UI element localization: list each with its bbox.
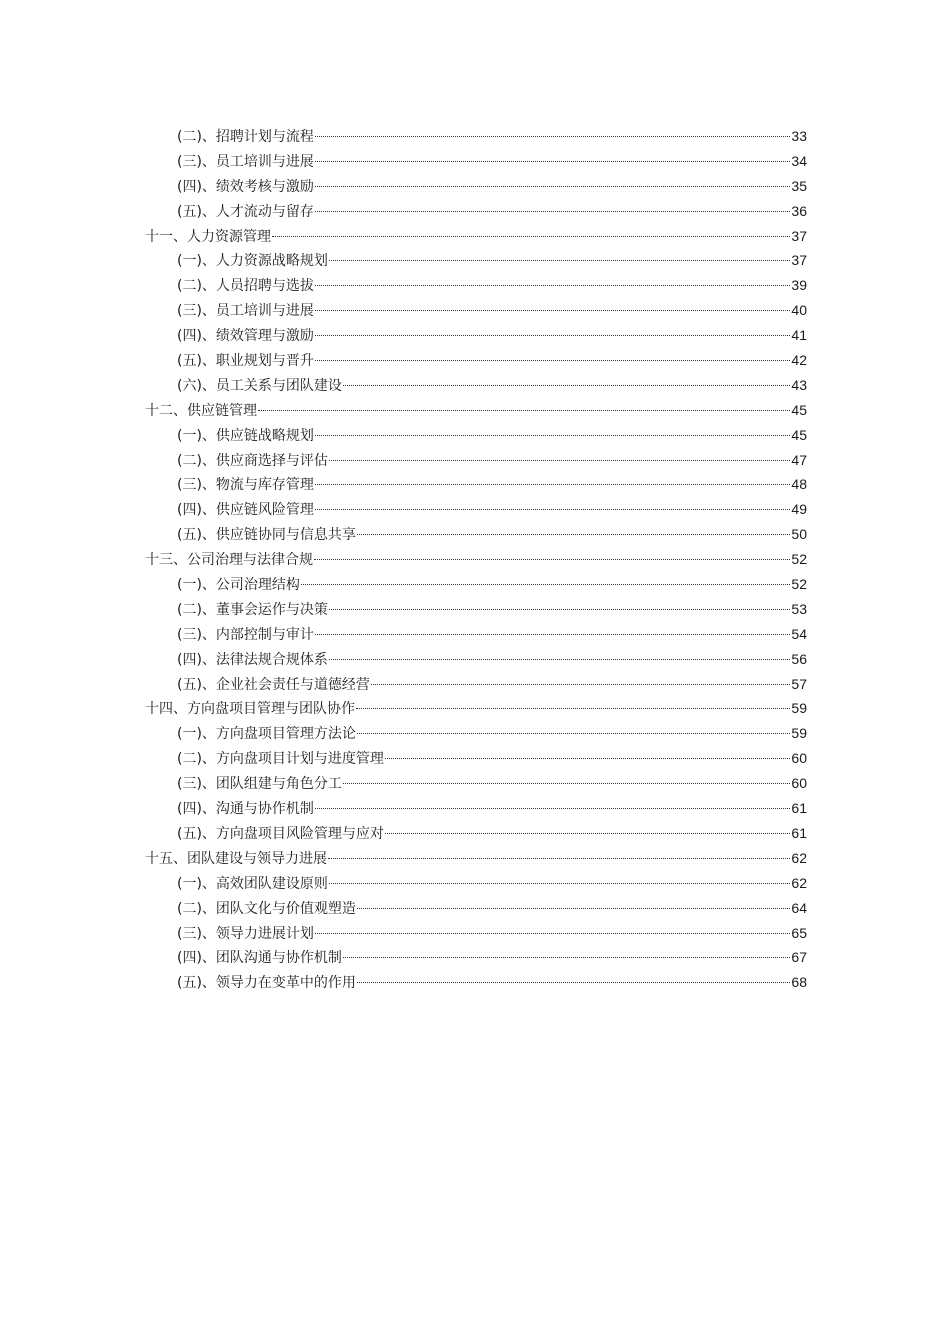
toc-page-number: 40 xyxy=(791,302,807,319)
toc-entry-title: (三)、员工培训与进展 xyxy=(177,153,314,170)
toc-page-number: 34 xyxy=(791,152,807,169)
toc-entry-title: 十二、供应链管理 xyxy=(145,402,257,419)
toc-entry-title: (三)、内部控制与审计 xyxy=(177,626,314,643)
toc-page-number: 59 xyxy=(791,700,807,717)
toc-entry-title: (二)、供应商选择与评估 xyxy=(177,452,328,469)
toc-dot-leader xyxy=(315,310,790,311)
toc-dot-leader xyxy=(315,435,790,436)
toc-section-entry[interactable] xyxy=(145,796,807,821)
toc-section-entry[interactable] xyxy=(145,174,807,199)
toc-page-number: 56 xyxy=(791,650,807,667)
toc-dot-leader xyxy=(357,534,790,535)
toc-dot-leader xyxy=(315,509,790,510)
toc-section-entry[interactable] xyxy=(145,373,807,398)
toc-entry-title: (四)、法律法规合规体系 xyxy=(177,651,328,668)
toc-section-entry[interactable] xyxy=(145,298,807,323)
toc-dot-leader xyxy=(329,883,790,884)
toc-dot-leader xyxy=(329,659,790,660)
toc-dot-leader xyxy=(272,236,790,237)
toc-section-entry[interactable] xyxy=(145,572,807,597)
toc-page-number: 45 xyxy=(791,401,807,418)
toc-section-entry[interactable] xyxy=(145,273,807,298)
toc-section-entry[interactable] xyxy=(145,423,807,448)
toc-entry-title: (四)、绩效考核与激励 xyxy=(177,178,314,195)
toc-page-number: 45 xyxy=(791,426,807,443)
toc-page-number: 62 xyxy=(791,849,807,866)
toc-page-number: 41 xyxy=(791,327,807,344)
toc-page-number: 68 xyxy=(791,974,807,991)
toc-chapter-entry[interactable] xyxy=(145,547,807,572)
toc-page-number: 65 xyxy=(791,924,807,941)
toc-dot-leader xyxy=(315,161,790,162)
toc-chapter-entry[interactable] xyxy=(145,846,807,871)
toc-dot-leader xyxy=(301,584,790,585)
toc-entry-title: (一)、高效团队建设原则 xyxy=(177,875,328,892)
toc-page-number: 36 xyxy=(791,202,807,219)
toc-entry-title: 十三、公司治理与法律合规 xyxy=(145,552,313,569)
toc-page-number: 33 xyxy=(791,128,807,144)
toc-chapter-entry[interactable] xyxy=(145,696,807,721)
toc-section-entry[interactable] xyxy=(145,597,807,622)
toc-page-number: 52 xyxy=(791,551,807,568)
toc-dot-leader xyxy=(356,708,790,709)
toc-entry-title: (五)、人才流动与留存 xyxy=(177,203,314,220)
toc-dot-leader xyxy=(329,609,790,610)
toc-section-entry[interactable] xyxy=(145,472,807,497)
toc-entry-title: (五)、企业社会责任与道德经营 xyxy=(177,676,370,693)
toc-section-entry[interactable] xyxy=(145,497,807,522)
toc-dot-leader xyxy=(385,833,790,834)
toc-entry-title: (二)、董事会运作与决策 xyxy=(177,601,328,618)
toc-chapter-entry[interactable] xyxy=(145,224,807,249)
toc-section-entry[interactable] xyxy=(145,672,807,697)
toc-page-number: 54 xyxy=(791,625,807,642)
toc-section-entry[interactable] xyxy=(145,348,807,373)
toc-dot-leader xyxy=(315,933,790,934)
toc-page-number: 60 xyxy=(791,750,807,767)
toc-section-entry[interactable] xyxy=(145,746,807,771)
toc-page-number: 49 xyxy=(791,501,807,518)
toc-page-number: 52 xyxy=(791,576,807,593)
toc-entry-title: (一)、方向盘项目管理方法论 xyxy=(177,726,356,743)
toc-section-entry[interactable] xyxy=(145,970,807,995)
toc-page-number: 59 xyxy=(791,725,807,742)
toc-dot-leader xyxy=(315,136,790,137)
toc-dot-leader xyxy=(357,982,790,983)
toc-entry-title: (一)、供应链战略规划 xyxy=(177,427,314,444)
toc-dot-leader xyxy=(258,410,790,411)
toc-page-number: 62 xyxy=(791,874,807,891)
toc-page-number: 37 xyxy=(791,227,807,244)
toc-page-number: 61 xyxy=(791,800,807,817)
toc-chapter-entry[interactable] xyxy=(145,398,807,423)
toc-entry-title: 十五、团队建设与领导力进展 xyxy=(145,850,327,867)
toc-dot-leader xyxy=(343,385,790,386)
toc-page-number: 64 xyxy=(791,899,807,916)
toc-dot-leader xyxy=(385,758,790,759)
toc-dot-leader xyxy=(371,684,790,685)
toc-section-entry[interactable] xyxy=(145,945,807,970)
toc-dot-leader xyxy=(314,559,790,560)
toc-section-entry[interactable] xyxy=(145,622,807,647)
toc-entry-title: (一)、人力资源战略规划 xyxy=(177,253,328,270)
table-of-contents xyxy=(145,124,807,995)
toc-section-entry[interactable] xyxy=(145,771,807,796)
toc-dot-leader xyxy=(315,211,790,212)
toc-section-entry[interactable] xyxy=(145,248,807,273)
toc-section-entry[interactable] xyxy=(145,124,807,149)
toc-page-number: 48 xyxy=(791,476,807,493)
toc-page-number: 61 xyxy=(791,824,807,841)
toc-section-entry[interactable] xyxy=(145,821,807,846)
toc-page-number: 60 xyxy=(791,775,807,792)
toc-section-entry[interactable] xyxy=(145,448,807,473)
toc-page-number: 43 xyxy=(791,376,807,393)
toc-entry-title: (二)、招聘计划与流程 xyxy=(177,129,314,145)
toc-section-entry[interactable] xyxy=(145,323,807,348)
toc-section-entry[interactable] xyxy=(145,921,807,946)
toc-dot-leader xyxy=(357,733,790,734)
toc-entry-title: (三)、领导力进展计划 xyxy=(177,925,314,942)
toc-section-entry[interactable] xyxy=(145,721,807,746)
toc-page-number: 47 xyxy=(791,451,807,468)
toc-entry-title: (五)、职业规划与晋升 xyxy=(177,353,314,370)
toc-entry-title: (二)、人员招聘与选拔 xyxy=(177,278,314,295)
toc-dot-leader xyxy=(315,335,790,336)
toc-entry-title: (六)、员工关系与团队建设 xyxy=(177,377,342,394)
toc-page-number: 57 xyxy=(791,675,807,692)
toc-page-number: 37 xyxy=(791,252,807,269)
toc-dot-leader xyxy=(328,858,790,859)
toc-entry-title: (五)、领导力在变革中的作用 xyxy=(177,975,356,992)
toc-entry-title: (四)、供应链风险管理 xyxy=(177,502,314,519)
toc-page-number: 67 xyxy=(791,949,807,966)
toc-dot-leader xyxy=(329,460,790,461)
toc-section-entry[interactable] xyxy=(145,199,807,224)
toc-entry-title: 十四、方向盘项目管理与团队协作 xyxy=(145,701,355,718)
toc-page-number: 39 xyxy=(791,277,807,294)
toc-entry-title: (五)、方向盘项目风险管理与应对 xyxy=(177,825,384,842)
toc-dot-leader xyxy=(315,808,790,809)
toc-page-number: 42 xyxy=(791,352,807,369)
toc-dot-leader xyxy=(315,484,790,485)
toc-section-entry[interactable] xyxy=(145,647,807,672)
toc-entry-title: (二)、方向盘项目计划与进度管理 xyxy=(177,751,384,768)
toc-entry-title: (二)、团队文化与价值观塑造 xyxy=(177,900,356,917)
toc-entry-title: (三)、团队组建与角色分工 xyxy=(177,776,342,793)
toc-dot-leader xyxy=(357,908,790,909)
toc-entry-title: (三)、员工培训与进展 xyxy=(177,303,314,320)
toc-entry-title: (四)、团队沟通与协作机制 xyxy=(177,950,342,967)
toc-page-number: 53 xyxy=(791,600,807,617)
toc-section-entry[interactable] xyxy=(145,871,807,896)
toc-dot-leader xyxy=(343,783,790,784)
toc-dot-leader xyxy=(315,634,790,635)
toc-dot-leader xyxy=(315,186,790,187)
toc-page-number: 50 xyxy=(791,526,807,543)
toc-entry-title: (五)、供应链协同与信息共享 xyxy=(177,527,356,544)
toc-entry-title: (四)、绩效管理与激励 xyxy=(177,328,314,345)
toc-section-entry[interactable] xyxy=(145,896,807,921)
toc-dot-leader xyxy=(343,957,790,958)
toc-section-entry[interactable] xyxy=(145,522,807,547)
toc-entry-title: (一)、公司治理结构 xyxy=(177,577,300,594)
toc-dot-leader xyxy=(315,360,790,361)
toc-dot-leader xyxy=(329,260,790,261)
toc-entry-title: 十一、人力资源管理 xyxy=(145,228,271,245)
toc-dot-leader xyxy=(315,285,790,286)
toc-section-entry[interactable] xyxy=(145,149,807,174)
toc-entry-title: (四)、沟通与协作机制 xyxy=(177,801,314,818)
toc-page-number: 35 xyxy=(791,177,807,194)
toc-entry-title: (三)、物流与库存管理 xyxy=(177,477,314,494)
